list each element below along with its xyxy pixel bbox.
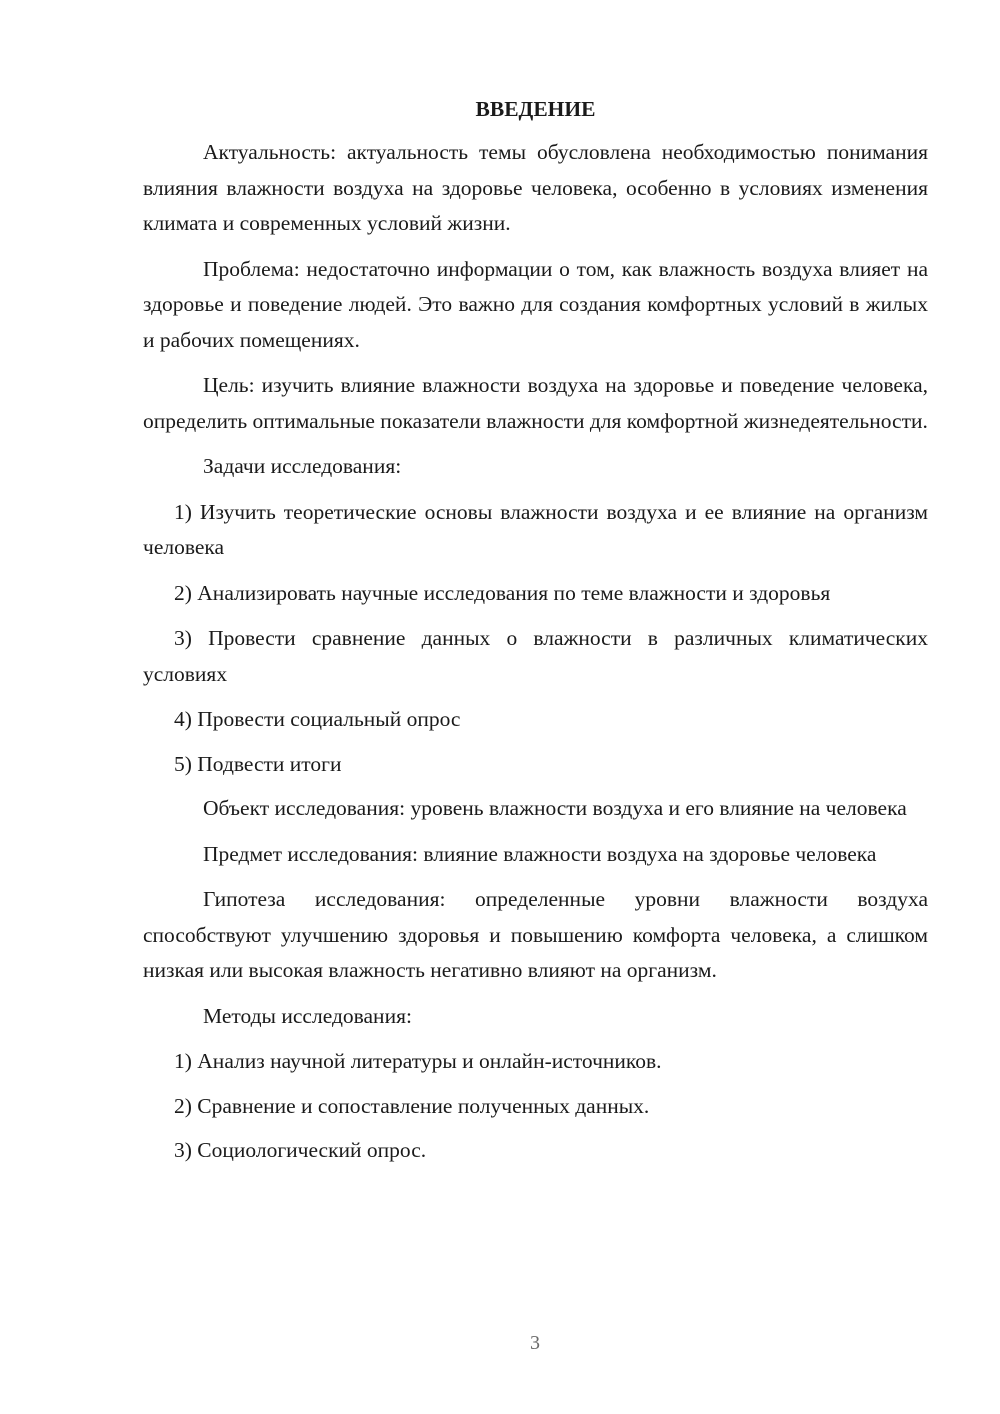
method-item: 1) Анализ научной литературы и онлайн-источников. — [174, 1049, 662, 1073]
object-paragraph: Объект исследования: уровень влажности воздуха и его влияние на человека — [203, 796, 907, 820]
task-item: 3) Провести сравнение данных о влажности в различных климатических условиях — [143, 626, 928, 686]
document-page — [143, 92, 928, 1178]
tasks-list — [143, 495, 928, 783]
page-title: ВВЕДЕНИЕ — [475, 97, 596, 121]
problem-paragraph: Проблема: недостаточно информации о том, как влажность воздуха влияет на здоровье и поведение людей. Это важно для создания комфортных условий в жилых и рабочих помещениях. — [143, 256, 928, 352]
task-item: 4) Провести социальный опрос — [174, 707, 461, 731]
task-item: 5) Подвести итоги — [174, 751, 342, 776]
methods-list — [143, 1044, 928, 1169]
task-item: 2) Анализировать научные исследования по теме влажности и здоровья — [174, 580, 831, 605]
hypothesis-paragraph: Гипотеза исследования: определенные уровни влажности воздуха способствуют улучшению здоровья и повышению комфорта человека, а слишком низкая или высокая влажность негативно влияют на организм. — [143, 887, 928, 982]
relevance-paragraph: Актуальность: актуальность темы обусловлена необходимостью понимания влияния влажности воздуха на здоровье человека, особенно в условиях изменения климата и современных условий жизни. — [143, 140, 928, 235]
method-item: 3) Социологический опрос. — [174, 1138, 427, 1162]
page-number: 3 — [530, 1332, 540, 1354]
method-item: 2) Сравнение и сопоставление полученных данных. — [174, 1093, 650, 1118]
tasks-heading: Задачи исследования: — [203, 454, 402, 478]
goal-paragraph: Цель: изучить влияние влажности воздуха на здоровье и поведение человека, определить оптимальные показатели влажности для комфортной жизнедеятельности. — [143, 373, 928, 433]
methods-heading: Методы исследования: — [203, 1003, 412, 1028]
task-item: 1) Изучить теоретические основы влажности воздуха и ее влияние на организм человека — [143, 499, 928, 559]
subject-paragraph: Предмет исследования: влияние влажности воздуха на здоровье человека — [203, 841, 877, 866]
